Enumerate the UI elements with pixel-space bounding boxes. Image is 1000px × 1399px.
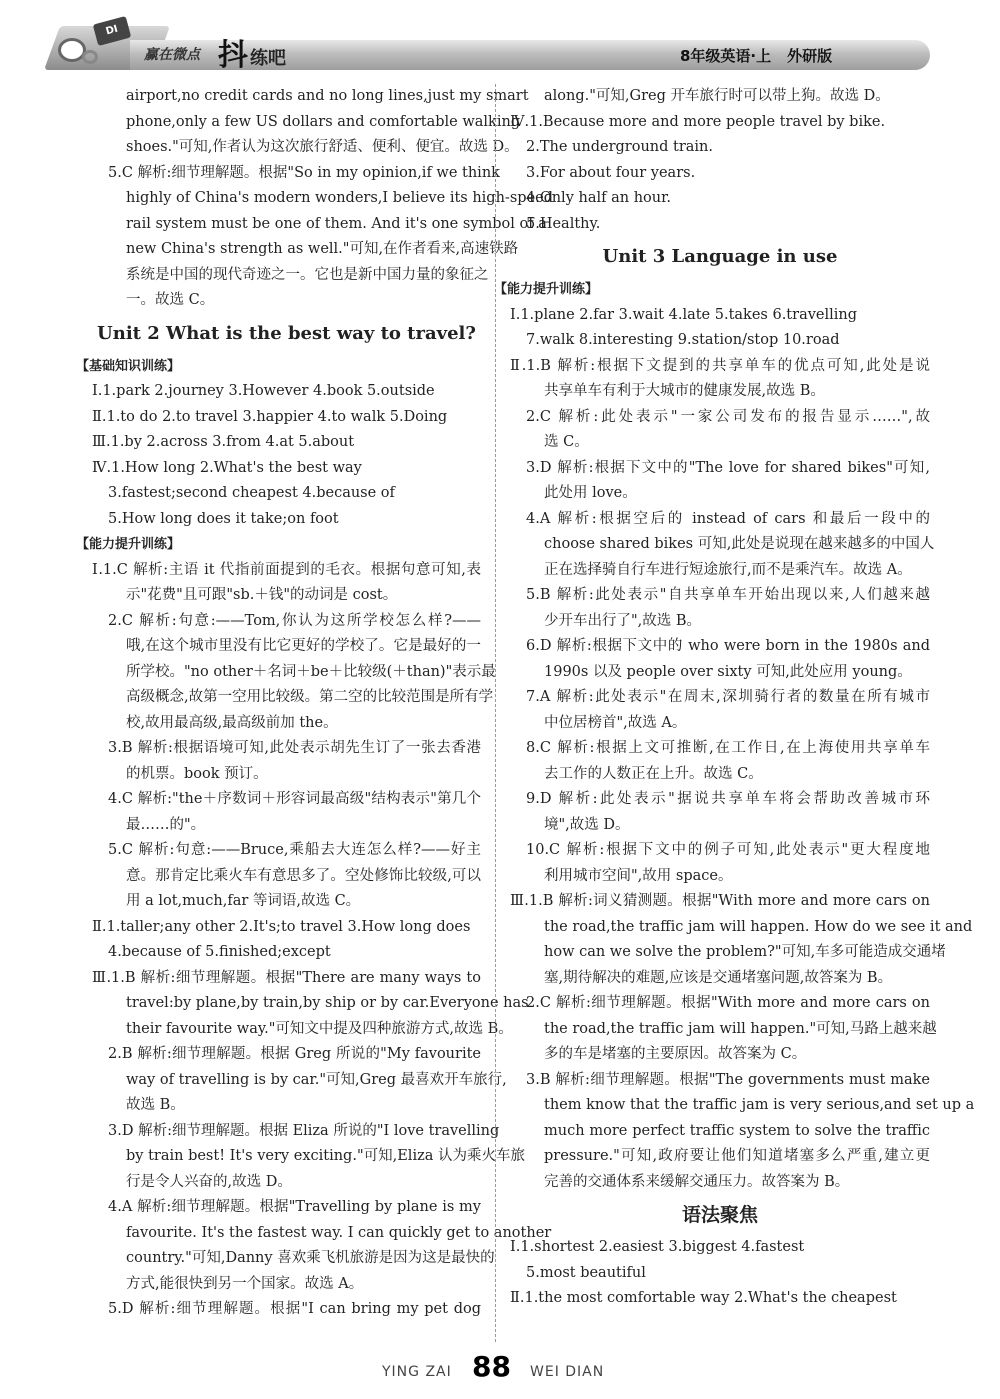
- text-line: 4.Only half an hour.: [526, 190, 672, 206]
- text-line: favourite. It's the fastest way. I can quickly get to another: [126, 1224, 552, 1241]
- text-line: 7.A 解析:此处表示"在周末,深圳骑行者的数量在所有城市: [526, 689, 930, 705]
- text-line: 5.C 解析:细节理解题。根据"So in my opinion,if we think: [108, 164, 500, 181]
- text-line: 此处用 love。: [544, 485, 637, 501]
- text-line: along."可知,Greg 开车旅行时可以带上狗。故选 D。: [544, 88, 890, 104]
- text-line: 【能力提升训练】: [76, 537, 181, 552]
- text-line: 中位居榜首",故选 A。: [544, 714, 687, 731]
- logo-badge: DI: [93, 16, 132, 46]
- text-line: the road,the traffic jam will happen."可知,马路上越来越: [544, 1020, 937, 1037]
- text-line: 共享单车有利于大城市的健康发展,故选 B。: [544, 383, 825, 399]
- text-line: phone,only a few US dollars and comfortable walking: [126, 113, 521, 130]
- text-line: Unit 2 What is the best way to travel?: [97, 322, 476, 344]
- text-line: rail system must be one of them. And it's one symbol of a: [126, 215, 547, 232]
- text-line: 2.B 解析:细节理解题。根据 Greg 所说的"My favourite: [108, 1046, 481, 1062]
- text-line: 高级概念,故第一空用比较级。第二空的比较范围是所有学: [126, 689, 494, 705]
- text-line: Ⅱ.1.the most comfortable way 2.What's the cheapest: [510, 1290, 897, 1306]
- text-line: 3.D 解析:根据下文中的"The love for shared bikes"可知,: [526, 459, 930, 476]
- text-line: 【能力提升训练】: [494, 282, 599, 297]
- text-line: 完善的交通体系来缓解交通压力。故答案为 B。: [544, 1173, 850, 1190]
- text-line: Ⅳ.1.Because more and more people travel by bike.: [510, 113, 886, 130]
- text-line: 【基础知识训练】: [76, 358, 181, 374]
- text-line: Ⅳ.1.How long 2.What's the best way: [92, 459, 362, 476]
- footer-left: YING ZAI: [382, 1364, 452, 1380]
- logo-ring-small-icon: [82, 50, 98, 64]
- text-line: 哦,在这个城市里没有比它更好的学校了。它是最好的一: [126, 638, 481, 654]
- text-line: 5.D 解析:细节理解题。根据"I can bring my pet dog: [108, 1301, 481, 1317]
- text-line: 5.Healthy.: [526, 215, 601, 232]
- text-line: 1990s 以及 people over sixty 可知,此处应用 young。: [544, 663, 912, 680]
- text-line: 5.B 解析:此处表示"自共享单车开始出现以来,人们越来越: [526, 587, 930, 603]
- text-line: 6.D 解析:根据下文中的 who were born in the 1980s and: [526, 638, 930, 654]
- header-slogan-2: 练吧: [250, 48, 286, 69]
- text-line: 境",故选 D。: [544, 816, 630, 833]
- text-line: 选 C。: [544, 434, 589, 450]
- text-line: Ⅰ.1.park 2.journey 3.However 4.book 5.outside: [92, 383, 435, 399]
- text-line: 8.C 解析:根据上文可推断,在工作日,在上海使用共享单车: [526, 740, 930, 756]
- text-line: 9.D 解析:此处表示"据说共享单车将会帮助改善城市环: [526, 791, 930, 807]
- text-line: way of travelling is by car."可知,Greg 最喜欢开车旅行,: [126, 1071, 507, 1088]
- text-line: choose shared bikes 可知,此处是说现在越来越多的中国人: [544, 536, 935, 552]
- text-line: 2.The underground train.: [526, 139, 714, 155]
- text-line: Ⅲ.1.by 2.across 3.from 4.at 5.about: [92, 434, 355, 450]
- text-line: 意。那肯定比乘火车有意思多了。空处修饰比较级,可以: [126, 867, 481, 884]
- text-line: much more perfect traffic system to solve the traffic: [544, 1122, 930, 1139]
- text-line: 故选 B。: [126, 1097, 185, 1113]
- text-line: 3.fastest;second cheapest 4.because of: [108, 485, 395, 501]
- text-line: by train best! It's very exciting."可知,Eliza 认为乘火车旅: [126, 1148, 525, 1164]
- text-line: Ⅰ.1.C 解析:主语 it 代指前面提到的毛衣。根据句意可知,表: [92, 561, 481, 578]
- text-line: Ⅱ.1.taller;any other 2.It's;to travel 3.How long does: [92, 918, 471, 935]
- text-line: 正在选择骑自行车进行短途旅行,而不是乘汽车。故选 A。: [544, 561, 912, 578]
- text-line: 2.C 解析:此处表示"一家公司发布的报告显示……",故: [526, 408, 930, 425]
- text-line: travel:by plane,by train,by ship or by car.Everyone has: [126, 995, 529, 1011]
- text-line: 去工作的人数正在上升。故选 C。: [544, 765, 763, 782]
- text-line: 2.C 解析:细节理解题。根据"With more and more cars on: [526, 995, 930, 1011]
- book-grade-subject: 8年级英语·上: [680, 47, 772, 65]
- text-line: Ⅱ.1.to do 2.to travel 3.happier 4.to walk 5.Doing: [92, 408, 448, 425]
- text-line: 2.C 解析:句意:——Tom,你认为这所学校怎么样?——: [108, 612, 481, 629]
- text-line: 4.A 解析:细节理解题。根据"Travelling by plane is my: [108, 1199, 481, 1215]
- text-line: Unit 3 Language in use: [602, 246, 838, 267]
- text-line: Ⅲ.1.B 解析:细节理解题。根据"There are many ways to: [92, 969, 481, 986]
- text-line: 用 a lot,much,far 等词语,故选 C。: [126, 893, 361, 909]
- text-line: Ⅰ.1.shortest 2.easiest 3.biggest 4.fastest: [510, 1239, 805, 1255]
- page-number: 88: [472, 1350, 511, 1383]
- page-header: [0, 0, 1000, 78]
- text-line: 方式,能很快到另一个国家。故选 A。: [126, 1275, 364, 1292]
- right-column: [494, 84, 975, 1312]
- text-line: Ⅱ.1.B 解析:根据下文提到的共享单车的优点可知,此处是说: [510, 357, 930, 374]
- text-line: 5.most beautiful: [526, 1264, 646, 1281]
- text-line: 少开车出行了",故选 B。: [544, 612, 702, 629]
- text-line: 3.B 解析:根据语境可知,此处表示胡先生订了一张去香港: [108, 740, 481, 756]
- header-slogan: 赢在微点: [144, 47, 200, 63]
- text-line: 多的车是堵塞的主要原因。故答案为 C。: [544, 1046, 807, 1062]
- text-line: 行是令人兴奋的,故选 D。: [126, 1173, 292, 1190]
- text-line: 5.How long does it take;on foot: [108, 510, 339, 527]
- text-line: 4.because of 5.finished;except: [108, 944, 331, 960]
- book-info: [680, 45, 832, 66]
- text-line: them know that the traffic jam is very serious,and set up a: [544, 1097, 975, 1113]
- text-line: Ⅲ.1.B 解析:词义猜测题。根据"With more and more cars on: [510, 893, 930, 909]
- text-line: highly of China's modern wonders,I believe its high-speed: [126, 190, 553, 206]
- text-line: 系统是中国的现代奇迹之一。它也是新中国力量的象征之: [126, 266, 489, 283]
- text-line: 语法聚焦: [681, 1204, 758, 1226]
- text-line: 3.B 解析:细节理解题。根据"The governments must make: [526, 1071, 930, 1088]
- text-line: 5.C 解析:句意:——Bruce,乘船去大连怎么样?——好主: [108, 842, 481, 858]
- column-divider: [495, 84, 496, 1342]
- text-line: 的机票。book 预订。: [126, 765, 268, 782]
- footer-right: WEI DIAN: [530, 1364, 605, 1380]
- text-line: 10.C 解析:根据下文中的例子可知,此处表示"更大程度地: [526, 842, 930, 858]
- text-line: pressure."可知,政府要让他们知道堵塞多么严重,建立更: [544, 1148, 930, 1164]
- text-line: airport,no credit cards and no long lines,just my smart: [126, 88, 529, 104]
- text-line: new China's strength as well."可知,在作者看来,高速铁路: [126, 241, 519, 257]
- text-line: how can we solve the problem?"可知,车多可能造成交通堵: [544, 944, 946, 960]
- text-line: shoes."可知,作者认为这次旅行舒适、便利、便宜。故选 D。: [126, 139, 519, 155]
- text-line: 最……的"。: [126, 816, 206, 833]
- text-line: 利用城市空间",故用 space。: [544, 867, 733, 884]
- text-line: 塞,期待解决的难题,应该是交通堵塞问题,故答案为 B。: [544, 969, 893, 986]
- left-column: [76, 84, 553, 1323]
- text-line: 7.walk 8.interesting 9.station/stop 10.road: [526, 332, 840, 348]
- page-footer: [0, 1348, 1000, 1388]
- header-slogan-big: 抖: [218, 38, 248, 73]
- text-line: 一。故选 C。: [126, 292, 215, 308]
- text-line: 4.A 解析:根据空后的 instead of cars 和最后一段中的: [526, 510, 930, 527]
- text-line: their favourite way."可知文中提及四种旅游方式,故选 B。: [126, 1020, 513, 1037]
- text-line: Ⅰ.1.plane 2.far 3.wait 4.late 5.takes 6.travelling: [510, 306, 858, 323]
- text-line: 校,故用最高级,最高级前加 the。: [126, 714, 338, 731]
- book-publisher: 外研版: [787, 47, 833, 65]
- text-line: 示"花费"且可跟"sb.＋钱"的动词是 cost。: [126, 587, 398, 603]
- text-line: 所学校。"no other＋名词＋be＋比较级(＋than)"表示最: [126, 663, 496, 680]
- text-line: 3.For about four years.: [526, 164, 696, 181]
- text-line: the road,the traffic jam will happen. How do we see it and: [544, 918, 973, 935]
- text-line: 4.C 解析:"the＋序数词＋形容词最高级"结构表示"第几个: [108, 791, 481, 807]
- text-line: country."可知,Danny 喜欢乘飞机旅游是因为这是最快的: [126, 1250, 495, 1266]
- text-line: 3.D 解析:细节理解题。根据 Eliza 所说的"I love travelling: [108, 1122, 500, 1139]
